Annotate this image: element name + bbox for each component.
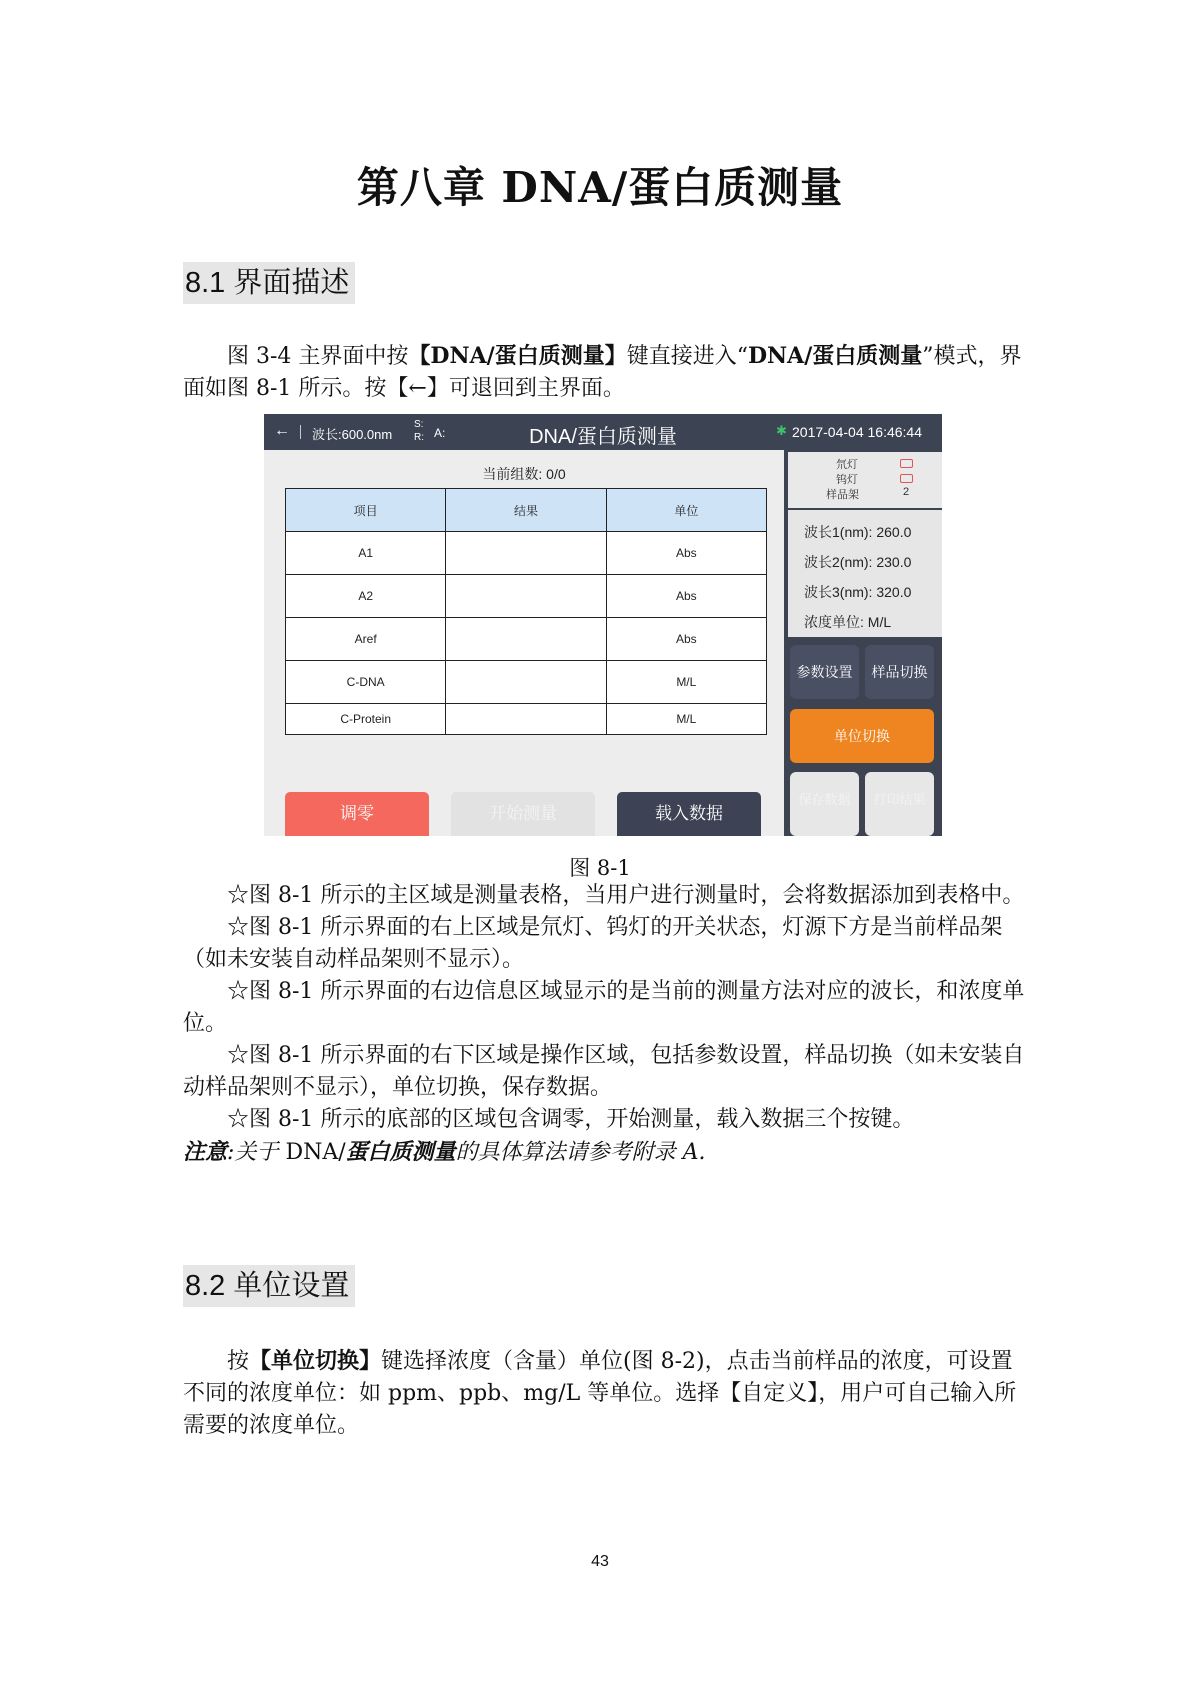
cell-item: Aref <box>286 618 446 661</box>
wavelength-readout: 波长:600.0nm <box>312 427 393 442</box>
sample-rack-value: 2 <box>903 486 910 498</box>
unit-key-name: 【单位切换】 <box>249 1348 382 1374</box>
table-row[interactable] <box>286 575 767 618</box>
cell-unit: M/L <box>606 704 766 735</box>
unit-setting-paragraph <box>183 1345 1026 1442</box>
intro-key-dna: 【DNA/蛋白质测量】 <box>408 343 627 369</box>
bullet-item <box>183 1104 1026 1136</box>
col-header-result: 结果 <box>446 489 606 532</box>
intro-text-2: 键直接进入“ <box>626 344 748 369</box>
cell-item: C-Protein <box>286 704 446 735</box>
figure-caption: 图 8-1 <box>569 856 631 880</box>
note-text-bold: 蛋白质测量 <box>345 1139 456 1165</box>
cell-item: A2 <box>286 575 446 618</box>
note-separator: : <box>227 1140 235 1165</box>
deuterium-lamp-row <box>788 456 942 471</box>
unit-text-2: 键选择浓度（含量）单位(图 8-2)，点击当前样品的浓度，可设置不同的浓度单位：如 ppm、ppb、mg/L 等单位。选择【自定义】，用户可自己输入所需要的浓度单位。 <box>183 1349 1017 1438</box>
unit-text-1: 按 <box>227 1349 250 1374</box>
cell-unit: Abs <box>606 575 766 618</box>
sample-rack-label: 样品架 <box>826 489 859 501</box>
cell-result[interactable] <box>446 575 606 618</box>
col-header-unit: 单位 <box>606 489 766 532</box>
bullet-text: ☆图 8-1 所示的底部的区域包含调零，开始测量，载入数据三个按键。 <box>227 1107 915 1132</box>
measurement-area <box>264 450 784 836</box>
method-params-panel <box>788 510 942 637</box>
param-wavelength-2: 波长2(nm): 230.0 <box>804 554 912 570</box>
note-text-3: 的具体算法请参考附录 A. <box>455 1140 706 1165</box>
param-settings-button[interactable]: 参数设置 <box>790 645 859 699</box>
bullet-item <box>183 1040 1026 1104</box>
table-row[interactable] <box>286 618 767 661</box>
lamp-status-panel <box>788 452 942 508</box>
figure-8-1-screenshot <box>264 414 942 836</box>
tungsten-lamp-row <box>788 471 942 486</box>
load-data-button[interactable]: 载入数据 <box>617 792 761 836</box>
table-row[interactable] <box>286 661 767 704</box>
section-heading-8-2: 8.2 单位设置 <box>183 1265 355 1307</box>
lamp-indicator-icon <box>900 474 913 483</box>
start-measure-button[interactable]: 开始测量 <box>451 792 595 836</box>
page-number: 43 <box>591 1553 609 1570</box>
intro-mode-name: DNA/蛋白质测量 <box>747 343 923 369</box>
r-label: R: <box>414 432 424 443</box>
bullet-text: ☆图 8-1 所示界面的右上区域是氘灯、钨灯的开关状态，灯源下方是当前样品架（如未安装自动样品架则不显示）。 <box>183 915 1003 972</box>
intro-paragraph <box>183 340 1026 405</box>
chapter-title: 第八章 DNA/蛋白质测量 <box>356 163 844 212</box>
zero-button[interactable]: 调零 <box>285 792 429 836</box>
current-group-count: 当前组数: 0/0 <box>482 466 566 482</box>
cell-result[interactable] <box>446 661 606 704</box>
cell-item: A1 <box>286 532 446 575</box>
lamp-indicator-icon <box>900 459 913 468</box>
unit-switch-button[interactable]: 单位切换 <box>790 709 934 763</box>
sample-switch-button[interactable]: 样品切换 <box>865 645 934 699</box>
cell-result[interactable] <box>446 618 606 661</box>
param-conc-unit: 浓度单位: M/L <box>804 614 892 630</box>
cell-result[interactable] <box>446 532 606 575</box>
s-label: S: <box>414 419 424 430</box>
cell-unit: Abs <box>606 618 766 661</box>
deuterium-lamp-label: 氘灯 <box>836 459 858 471</box>
save-data-button[interactable]: 保存数据 <box>790 772 859 836</box>
cell-unit: Abs <box>606 532 766 575</box>
note-line <box>183 1136 1026 1169</box>
param-wavelength-1: 波长1(nm): 260.0 <box>804 524 912 540</box>
datetime: 2017-04-04 16:46:44 <box>792 424 922 440</box>
screen-title: DNA/蛋白质测量 <box>529 426 677 448</box>
bullet-item <box>183 912 1026 976</box>
col-header-item: 项目 <box>286 489 446 532</box>
bullet-item <box>183 976 1026 1040</box>
back-arrow-icon[interactable]: ← <box>274 422 290 439</box>
right-sidebar <box>784 450 942 836</box>
cell-result[interactable] <box>446 704 606 735</box>
tungsten-lamp-label: 钨灯 <box>836 474 858 486</box>
bullet-list <box>183 880 1026 1169</box>
table-row[interactable] <box>286 704 767 735</box>
print-results-button[interactable]: 打印结果 <box>865 772 934 836</box>
note-label: 注意 <box>183 1139 228 1165</box>
param-wavelength-3: 波长3(nm): 320.0 <box>804 584 912 600</box>
intro-text-3: ”模式，界面如图 8-1 所示。按【←】可退回到主界面。 <box>183 344 1022 401</box>
absorbance-label: A: <box>434 426 446 440</box>
sample-rack-row <box>788 486 942 501</box>
note-text-2: DNA/ <box>285 1140 346 1165</box>
bluetooth-icon: ✱ <box>776 423 787 438</box>
measurement-table <box>285 488 767 735</box>
cell-unit: M/L <box>606 661 766 704</box>
table-row[interactable] <box>286 532 767 575</box>
note-text-1: 关于 <box>234 1140 286 1165</box>
top-bar <box>264 414 942 450</box>
bullet-text: ☆图 8-1 所示界面的右下区域是操作区域，包括参数设置，样品切换（如未安装自动样品架则不显示），单位切换，保存数据。 <box>183 1043 1025 1100</box>
bullet-text: ☆图 8-1 所示界面的右边信息区域显示的是当前的测量方法对应的波长，和浓度单位。 <box>183 979 1025 1036</box>
intro-text-1: 图 3-4 主界面中按 <box>227 344 409 369</box>
bullet-text: ☆图 8-1 所示的主区域是测量表格，当用户进行测量时，会将数据添加到表格中。 <box>227 883 1025 908</box>
section-heading-8-1: 8.1 界面描述 <box>183 262 355 304</box>
bullet-item <box>183 880 1026 912</box>
cell-item: C-DNA <box>286 661 446 704</box>
